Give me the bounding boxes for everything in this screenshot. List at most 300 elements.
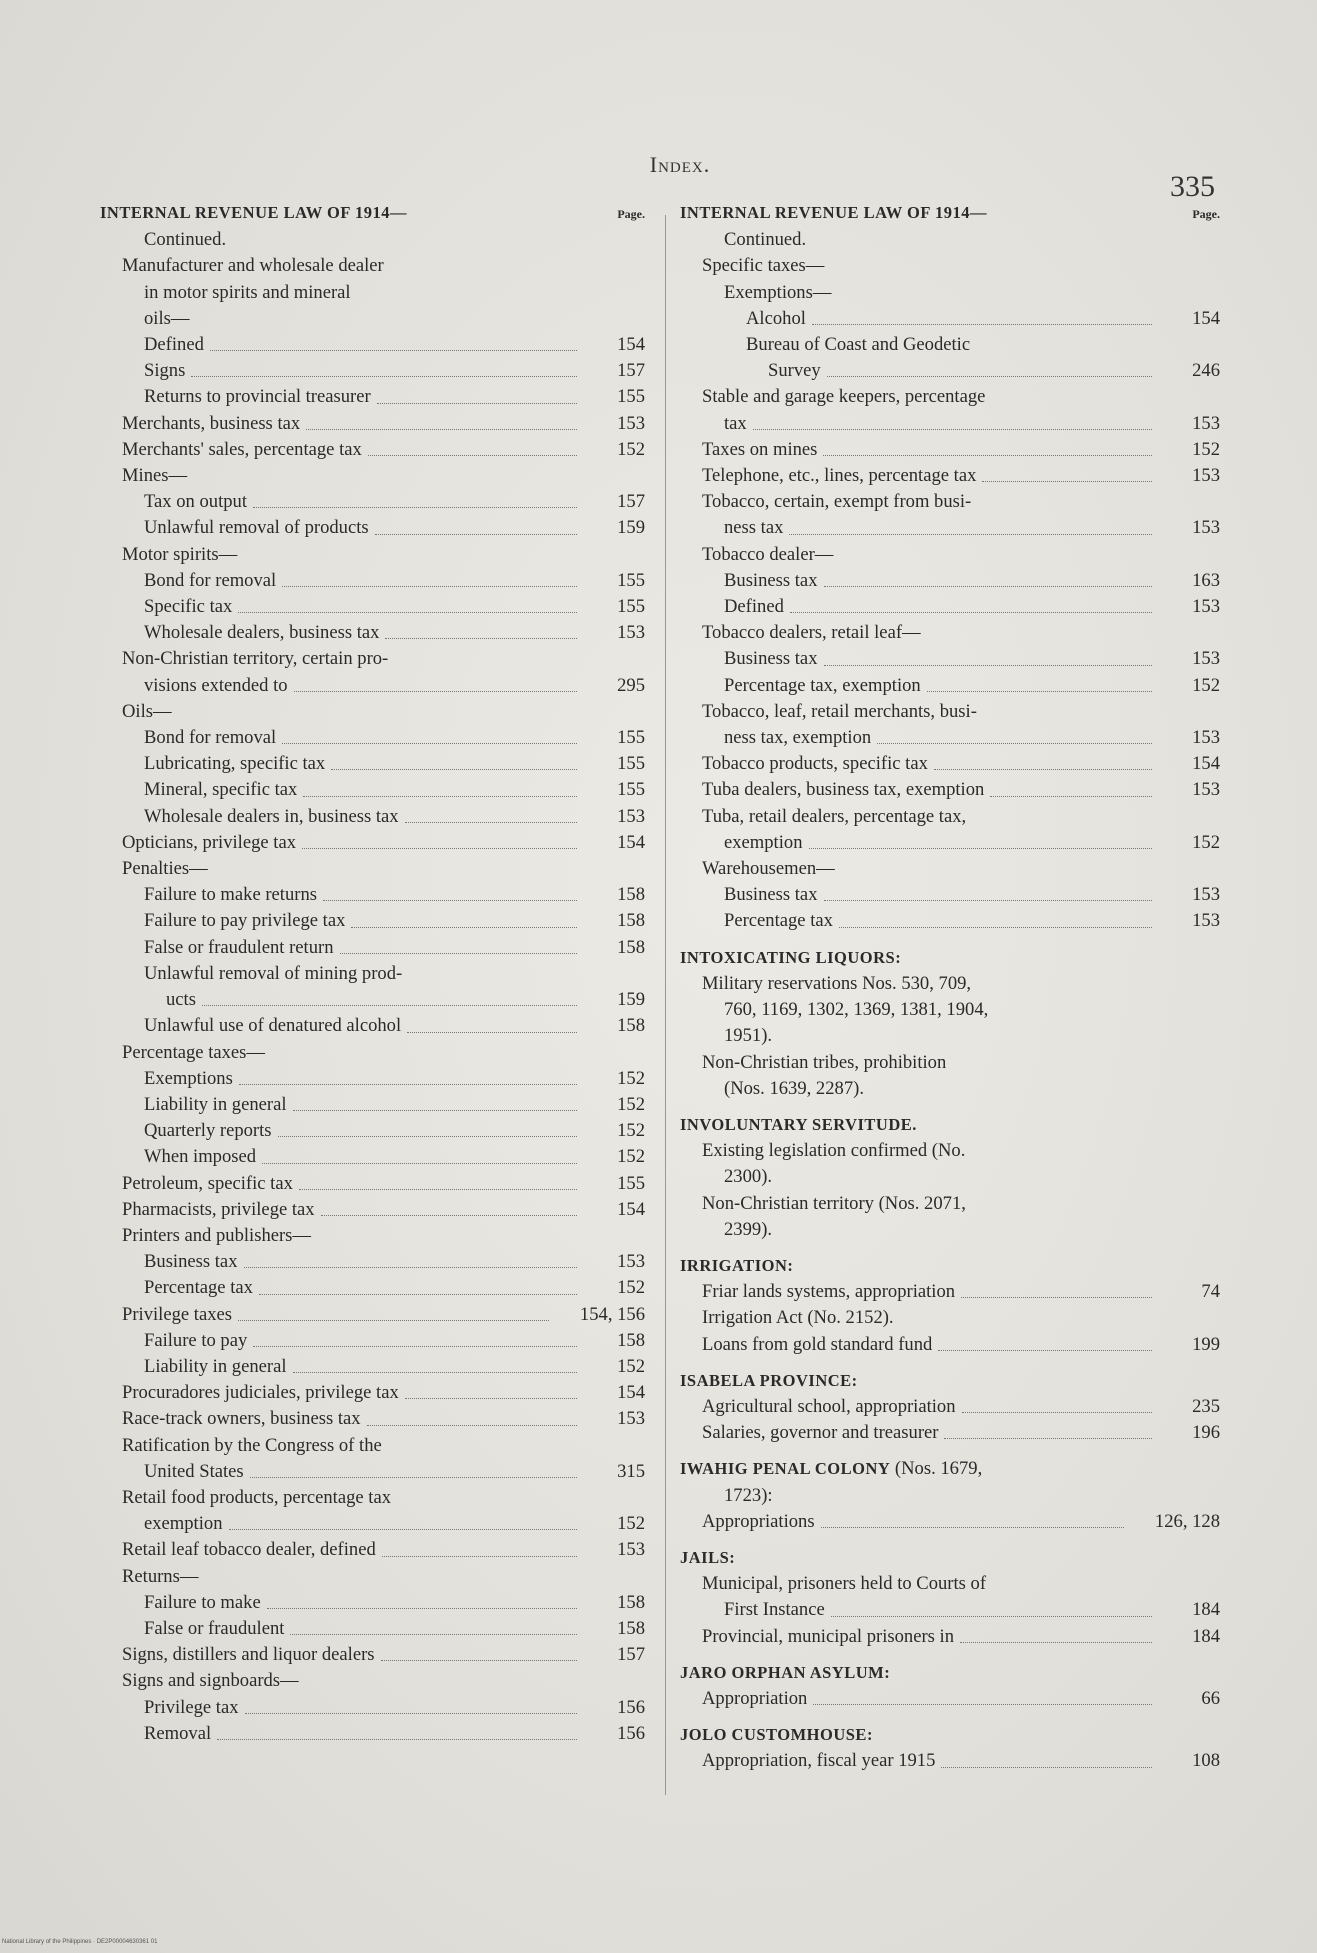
entry-text: Unlawful removal of products	[144, 517, 369, 539]
dot-leader	[813, 1704, 1152, 1705]
section-gap	[680, 1102, 1220, 1112]
dot-leader	[294, 691, 577, 692]
entry-text: Pharmacists, privilege tax	[122, 1198, 315, 1220]
entry-text: Tuba dealers, business tax, exemption	[702, 779, 985, 801]
section-heading	[680, 1722, 1220, 1748]
dot-leader	[282, 586, 577, 587]
index-entry	[100, 673, 645, 699]
entry-page: 156	[617, 1696, 645, 1718]
index-entry-line: Unlawful removal of mining prod-	[144, 962, 403, 984]
column-divider	[665, 215, 666, 1795]
index-entry	[100, 568, 645, 594]
entry-page: 153	[617, 622, 645, 644]
section-heading	[680, 1660, 1220, 1686]
entry-page: 158	[617, 1617, 645, 1639]
entry-text: United States	[144, 1460, 244, 1482]
index-entry	[100, 1013, 645, 1039]
dot-leader	[245, 1713, 578, 1714]
dot-leader	[831, 1616, 1152, 1617]
entry-page: 157	[617, 360, 645, 382]
dot-leader	[202, 1005, 577, 1006]
entry-page: 152	[617, 1067, 645, 1089]
entry-text: Percentage tax, exemption	[724, 674, 921, 696]
entry-page: 152	[1192, 831, 1220, 853]
index-entry	[100, 332, 645, 358]
dot-leader	[191, 376, 577, 377]
index-entry	[100, 1328, 645, 1354]
index-entry	[100, 908, 645, 934]
dot-leader	[244, 1267, 578, 1268]
index-entry	[680, 830, 1220, 856]
entry-text: Signs	[144, 360, 186, 382]
entry-text: Opticians, privilege tax	[122, 831, 297, 853]
section-heading	[680, 1368, 1220, 1394]
dot-leader	[927, 691, 1152, 692]
entry-page: 246	[1192, 360, 1220, 382]
entry-page: 157	[617, 491, 645, 513]
dot-leader	[303, 796, 577, 797]
entry-page: 153	[617, 1539, 645, 1561]
dot-leader	[938, 1350, 1152, 1351]
dot-leader	[293, 1110, 577, 1111]
index-entry-line: in motor spirits and mineral	[144, 281, 351, 303]
index-entry	[100, 1511, 645, 1537]
index-entry-line: 760, 1169, 1302, 1369, 1381, 1904,	[724, 999, 989, 1021]
entry-page: 152	[617, 1355, 645, 1377]
dot-leader	[809, 848, 1153, 849]
entry-text: Bond for removal	[144, 727, 277, 749]
index-entry	[100, 987, 645, 1013]
index-entry	[100, 1092, 645, 1118]
entry-page: 152	[617, 1093, 645, 1115]
entry-page: 153	[1192, 412, 1220, 434]
entry-page: 153	[617, 412, 645, 434]
index-entry-line: Exemptions—	[724, 281, 832, 303]
index-entry-line: Returns—	[122, 1565, 199, 1587]
dot-leader	[385, 638, 577, 639]
entry-page: 155	[617, 596, 645, 618]
right-entries	[680, 253, 1220, 934]
index-entry	[680, 725, 1220, 751]
section-gap	[680, 1650, 1220, 1660]
index-entry	[680, 594, 1220, 620]
index-entry	[680, 411, 1220, 437]
dot-leader	[299, 1189, 577, 1190]
index-entry-line: Oils—	[122, 700, 172, 722]
index-entry	[680, 358, 1220, 384]
section-gap	[680, 935, 1220, 945]
entry-page: 153	[1192, 910, 1220, 932]
entry-text: Wholesale dealers, business tax	[144, 622, 380, 644]
dot-leader	[267, 1608, 577, 1609]
index-entry	[680, 1394, 1220, 1420]
left-continued: Continued.	[144, 229, 227, 251]
entry-text: Privilege taxes	[122, 1303, 232, 1325]
section-heading-text: IRRIGATION:	[680, 1255, 794, 1275]
dot-leader	[238, 1320, 549, 1321]
index-entry	[680, 777, 1220, 803]
index-entry-line: Specific taxes—	[702, 255, 825, 277]
dot-leader	[367, 1425, 577, 1426]
dot-leader	[382, 1556, 577, 1557]
page-number: 335	[1170, 170, 1215, 203]
section-gap	[680, 1243, 1220, 1253]
index-entry-line: Non-Christian territory (Nos. 2071,	[702, 1192, 966, 1214]
dot-leader	[239, 1084, 577, 1085]
index-entry	[100, 1302, 645, 1328]
section-heading	[680, 945, 1220, 971]
index-entry	[680, 1748, 1220, 1774]
entry-page: 155	[617, 753, 645, 775]
index-entry	[100, 777, 645, 803]
index-entry-line: Tobacco dealers, retail leaf—	[702, 622, 921, 644]
dot-leader	[381, 1660, 577, 1661]
dot-leader	[351, 927, 577, 928]
right-sections	[680, 935, 1220, 1775]
index-entry-line: Irrigation Act (No. 2152).	[702, 1307, 894, 1329]
dot-leader	[962, 1412, 1152, 1413]
entry-text: Provincial, municipal prisoners in	[702, 1625, 955, 1647]
index-entry	[680, 1509, 1220, 1535]
entry-text: Exemptions	[144, 1067, 233, 1089]
entry-page: 66	[1201, 1687, 1220, 1709]
entry-page: 154	[617, 831, 645, 853]
index-entry	[100, 1144, 645, 1170]
section-gap	[680, 1446, 1220, 1456]
dot-leader	[340, 953, 578, 954]
entry-text: Liability in general	[144, 1093, 287, 1115]
entry-text: Business tax	[144, 1251, 238, 1273]
index-entry	[100, 1171, 645, 1197]
entry-text: Quarterly reports	[144, 1120, 272, 1142]
index-entry	[100, 1721, 645, 1747]
entry-text: Failure to make returns	[144, 884, 317, 906]
index-entry	[100, 1616, 645, 1642]
dot-leader	[293, 1372, 577, 1373]
entry-text: Survey	[768, 360, 821, 382]
entry-page: 152	[617, 1120, 645, 1142]
entry-text: Tax on output	[144, 491, 248, 513]
index-entry	[680, 908, 1220, 934]
index-entry	[680, 1624, 1220, 1650]
entry-page: 157	[617, 1644, 645, 1666]
entry-text: Returns to provincial treasurer	[144, 386, 371, 408]
dot-leader	[278, 1136, 577, 1137]
entry-page: 196	[1192, 1422, 1220, 1444]
dot-leader	[282, 743, 577, 744]
index-entry	[680, 1332, 1220, 1358]
section-heading-text: ISABELA PROVINCE:	[680, 1370, 858, 1390]
entry-page: 155	[617, 569, 645, 591]
dot-leader	[253, 1346, 577, 1347]
entry-page: 153	[617, 1408, 645, 1430]
index-entry-line: Tobacco dealer—	[702, 543, 834, 565]
index-entry-line: Municipal, prisoners held to Courts of	[702, 1573, 987, 1595]
entry-text: Appropriation	[702, 1687, 808, 1709]
entry-text: Merchants, business tax	[122, 412, 301, 434]
dot-leader	[789, 534, 1152, 535]
index-entry-line: Non-Christian territory, certain pro-	[122, 648, 389, 670]
index-entry	[680, 463, 1220, 489]
section-gap	[680, 1535, 1220, 1545]
dot-leader	[253, 507, 577, 508]
index-entry-line: Printers and publishers—	[122, 1224, 312, 1246]
section-heading-text: INVOLUNTARY SERVITUDE.	[680, 1114, 917, 1134]
dot-leader	[941, 1767, 1152, 1768]
dot-leader	[290, 1634, 577, 1635]
entry-page: 295	[617, 674, 645, 696]
entry-text: Removal	[144, 1722, 212, 1744]
entry-text: Petroleum, specific tax	[122, 1172, 293, 1194]
running-head: Index.	[649, 152, 711, 177]
dot-leader	[321, 1215, 577, 1216]
index-entry	[100, 1459, 645, 1485]
entry-text: Defined	[724, 596, 784, 618]
right-continued: Continued.	[724, 229, 807, 251]
dot-leader	[961, 1297, 1152, 1298]
left-heading: INTERNAL REVENUE LAW OF 1914—	[100, 203, 407, 222]
section-heading	[680, 1545, 1220, 1571]
entry-text: exemption	[724, 831, 803, 853]
dot-leader	[824, 900, 1153, 901]
index-entry	[100, 1066, 645, 1092]
entry-text: Appropriations	[702, 1510, 815, 1532]
index-entry	[680, 1597, 1220, 1623]
dot-leader	[812, 324, 1152, 325]
index-entry	[100, 1249, 645, 1275]
entry-page: 155	[617, 727, 645, 749]
entry-page: 152	[1192, 674, 1220, 696]
dot-leader	[821, 1527, 1124, 1528]
entry-page: 155	[617, 779, 645, 801]
index-entry	[680, 568, 1220, 594]
entry-page: 155	[617, 386, 645, 408]
index-entry-line: Ratification by the Congress of the	[122, 1434, 382, 1456]
dot-leader	[753, 429, 1152, 430]
entry-page: 159	[617, 517, 645, 539]
entry-page: 153	[1192, 517, 1220, 539]
dot-leader	[306, 429, 577, 430]
dot-leader	[250, 1477, 577, 1478]
entry-text: Race-track owners, business tax	[122, 1408, 361, 1430]
dot-leader	[824, 665, 1153, 666]
index-entry-line: Tobacco, leaf, retail merchants, busi-	[702, 700, 977, 722]
index-entry	[100, 1406, 645, 1432]
dot-leader	[960, 1642, 1152, 1643]
index-entry	[100, 1590, 645, 1616]
entry-page: 199	[1192, 1333, 1220, 1355]
entry-page: 184	[1192, 1599, 1220, 1621]
index-entry	[100, 358, 645, 384]
entry-page: 152	[617, 1513, 645, 1535]
entry-page: 315	[617, 1460, 645, 1482]
section-heading-text: JAILS:	[680, 1547, 736, 1567]
dot-leader	[877, 743, 1152, 744]
right-column	[680, 200, 1220, 1775]
entry-text: Taxes on mines	[702, 438, 818, 460]
index-entry	[680, 882, 1220, 908]
index-entry	[100, 1118, 645, 1144]
index-entry-line: Non-Christian tribes, prohibition	[702, 1051, 947, 1073]
entry-text: visions extended to	[144, 674, 288, 696]
index-entry-line: oils—	[144, 307, 190, 329]
index-entry-line: Signs and signboards—	[122, 1670, 299, 1692]
index-entry	[100, 594, 645, 620]
entry-page: 159	[617, 989, 645, 1011]
entry-text: Lubricating, specific tax	[144, 753, 326, 775]
entry-page: 74	[1201, 1281, 1220, 1303]
entry-text: Tobacco products, specific tax	[702, 753, 928, 775]
entry-text: When imposed	[144, 1146, 257, 1168]
entry-page: 184	[1192, 1625, 1220, 1647]
entry-page: 158	[617, 910, 645, 932]
dot-leader	[368, 455, 577, 456]
dot-leader	[405, 822, 577, 823]
entry-page: 153	[1192, 779, 1220, 801]
entry-page: 158	[617, 1015, 645, 1037]
entry-text: Friar lands systems, appropriation	[702, 1281, 956, 1303]
left-page-label: Page.	[617, 207, 645, 221]
right-heading: INTERNAL REVENUE LAW OF 1914—	[680, 203, 987, 222]
entry-text: ucts	[166, 989, 196, 1011]
entry-text: Bond for removal	[144, 569, 277, 591]
index-entry	[100, 620, 645, 646]
entry-text: Privilege tax	[144, 1696, 239, 1718]
dot-leader	[262, 1163, 577, 1164]
dot-leader	[210, 350, 577, 351]
left-column	[100, 200, 645, 1747]
dot-leader	[259, 1294, 577, 1295]
section-heading-text: IWAHIG PENAL COLONY	[680, 1459, 891, 1479]
dot-leader	[839, 927, 1152, 928]
entry-text: Loans from gold standard fund	[702, 1333, 933, 1355]
dot-leader	[331, 769, 577, 770]
entry-text: Procuradores judiciales, privilege tax	[122, 1382, 399, 1404]
dot-leader	[944, 1438, 1152, 1439]
section-heading	[680, 1456, 1220, 1482]
index-entry	[100, 489, 645, 515]
index-entry-line: Warehousemen—	[702, 858, 835, 880]
entry-text: Business tax	[724, 884, 818, 906]
index-entry-line: 2300).	[724, 1166, 773, 1188]
index-entry	[100, 437, 645, 463]
entry-page: 153	[1192, 465, 1220, 487]
index-entry-line: Tobacco, certain, exempt from busi-	[702, 491, 972, 513]
entry-page: 108	[1192, 1750, 1220, 1772]
dot-leader	[217, 1739, 577, 1740]
index-entry	[100, 1537, 645, 1563]
entry-page: 163	[1192, 569, 1220, 591]
entry-page: 235	[1192, 1395, 1220, 1417]
index-entry	[680, 1686, 1220, 1712]
entry-page: 153	[1192, 648, 1220, 670]
index-entry	[100, 882, 645, 908]
index-entry	[680, 673, 1220, 699]
entry-page: 154	[1192, 307, 1220, 329]
dot-leader	[827, 376, 1152, 377]
entry-text: Specific tax	[144, 596, 233, 618]
left-entries	[100, 253, 645, 1747]
index-entry-line: Mines—	[122, 465, 188, 487]
index-entry-line: 2399).	[724, 1218, 773, 1240]
index-entry	[680, 646, 1220, 672]
entry-text: Wholesale dealers in, business tax	[144, 805, 399, 827]
entry-text: tax	[724, 412, 747, 434]
index-entry	[100, 515, 645, 541]
entry-page: 153	[1192, 884, 1220, 906]
section-gap	[680, 1358, 1220, 1368]
entry-page: 154, 156	[579, 1303, 645, 1325]
entry-text: Defined	[144, 334, 204, 356]
dot-leader	[990, 796, 1152, 797]
index-entry-line: Penalties—	[122, 858, 208, 880]
dot-leader	[823, 455, 1152, 456]
entry-text: First Instance	[724, 1599, 825, 1621]
dot-leader	[790, 612, 1152, 613]
index-entry-line: (Nos. 1639, 2287).	[724, 1077, 864, 1099]
right-page-label: Page.	[1192, 207, 1220, 221]
entry-text: Liability in general	[144, 1355, 287, 1377]
entry-text: Failure to make	[144, 1591, 261, 1613]
index-entry-line: 1951).	[724, 1025, 773, 1047]
entry-page: 158	[617, 884, 645, 906]
entry-text: ness tax, exemption	[724, 727, 872, 749]
index-entry	[100, 384, 645, 410]
index-entry-line: Percentage taxes—	[122, 1041, 266, 1063]
index-entry	[680, 515, 1220, 541]
entry-page: 158	[617, 936, 645, 958]
index-entry-line: Tuba, retail dealers, percentage tax,	[702, 805, 967, 827]
index-entry	[100, 1197, 645, 1223]
entry-text: Percentage tax	[724, 910, 833, 932]
index-entry	[100, 411, 645, 437]
index-entry-line: Bureau of Coast and Geodetic	[746, 334, 971, 356]
entry-page: 152	[1192, 438, 1220, 460]
dot-leader	[405, 1398, 577, 1399]
index-entry-line: Motor spirits—	[122, 543, 238, 565]
index-entry	[100, 1354, 645, 1380]
entry-page: 152	[617, 438, 645, 460]
index-entry	[680, 1279, 1220, 1305]
dot-leader	[375, 534, 577, 535]
index-entry	[100, 804, 645, 830]
entry-page: 154	[617, 334, 645, 356]
dot-leader	[323, 900, 577, 901]
entry-text: Appropriation, fiscal year 1915	[702, 1750, 936, 1772]
entry-text: False or fraudulent	[144, 1617, 285, 1639]
index-entry	[100, 1380, 645, 1406]
index-entry-line: Manufacturer and wholesale dealer	[122, 255, 384, 277]
entry-text: Business tax	[724, 569, 818, 591]
entry-text: Alcohol	[746, 307, 806, 329]
entry-text: Failure to pay privilege tax	[144, 910, 346, 932]
entry-text: Agricultural school, appropriation	[702, 1395, 956, 1417]
index-entry	[680, 306, 1220, 332]
entry-page: 156	[617, 1722, 645, 1744]
section-heading-text: INTOXICATING LIQUORS:	[680, 947, 902, 967]
index-entry-line: Stable and garage keepers, percentage	[702, 386, 986, 408]
scan-footer: National Library of the Philippines · DE2P00004630361 01	[2, 1939, 158, 1945]
entry-text: Retail leaf tobacco dealer, defined	[122, 1539, 376, 1561]
index-entry	[680, 751, 1220, 777]
dot-leader	[824, 586, 1153, 587]
entry-text: Failure to pay	[144, 1329, 248, 1351]
index-entry	[100, 1275, 645, 1301]
index-entry	[680, 1420, 1220, 1446]
entry-page: 153	[617, 805, 645, 827]
entry-text: Mineral, specific tax	[144, 779, 298, 801]
index-entry	[100, 935, 645, 961]
